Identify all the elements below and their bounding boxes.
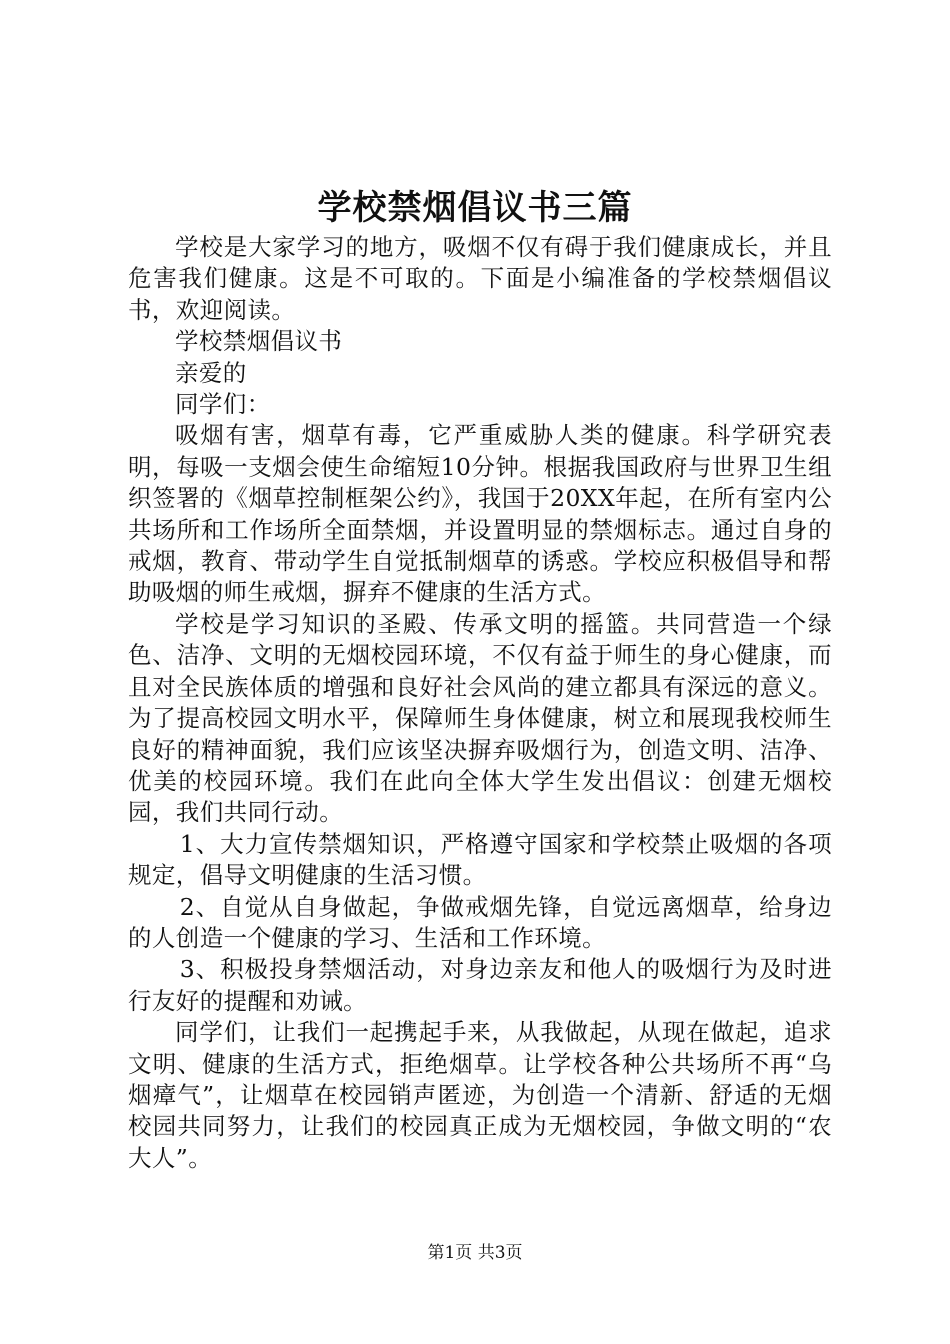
intro-paragraph: 学校是大家学习的地方，吸烟不仅有碍于我们健康成长，并且危害我们健康。这是不可取的。下面是小编准备的学校禁烟倡议书，欢迎阅读。: [128, 233, 832, 324]
letter-heading: 学校禁烟倡议书: [175, 327, 343, 356]
list-item-1: 1、大力宣传禁烟知识，严格遵守国家和学校禁止吸烟的各项规定，倡导文明健康的生活习惯。: [128, 829, 832, 890]
body-paragraph-harm: 吸烟有害，烟草有毒，它严重威胁人类的健康。科学研究表明，每吸一支烟会使生命缩短10分钟。根据我国政府与世界卫生组织签署的《烟草控制框架公约》，我国于20XX年起，在所有室内公共场所和工作场所全面禁烟，并设置明显的禁烟标志。通过自身的戒烟，教育、带动学生自觉抵制烟草的诱惑。学校应积极倡导和帮助吸烟的师生戒烟，摒弃不健康的生活方式。: [128, 421, 832, 607]
page-footer: 第1页 共3页: [427, 1243, 523, 1263]
body-paragraph-campus: 学校是学习知识的圣殿、传承文明的摇篮。共同营造一个绿色、洁净、文明的无烟校园环境，不仅有益于师生的身心健康，而且对全民族体质的增强和良好社会风尚的建立都具有深远的意义。为了提高校园文明水平，保障师生身体健康，树立和展现我校师生良好的精神面貌，我们应该坚决摒弃吸烟行为，创造文明、洁净、优美的校园环境。我们在此向全体大学生发出倡议：创建无烟校园，我们共同行动。: [128, 609, 832, 827]
closing-paragraph: 同学们，让我们一起携起手来，从我做起，从现在做起，追求文明、健康的生活方式，拒绝烟草。让学校各种公共场所不再“乌烟瘴气”，让烟草在校园销声匿迹，为创造一个清新、舒适的无烟校园共同努力，让我们的校园真正成为无烟校园，争做文明的“农大人”。: [128, 1018, 832, 1172]
salutation-line-1: 亲爱的: [175, 358, 247, 387]
document-title: 学校禁烟倡议书三篇: [317, 188, 633, 228]
list-item-3: 3、积极投身禁烟活动，对身边亲友和他人的吸烟行为及时进行友好的提醒和劝诫。: [128, 955, 832, 1015]
salutation-line-2: 同学们：: [175, 390, 271, 419]
document-body: [128, 232, 832, 1174]
list-item-2: 2、自觉从自身做起，争做戒烟先锋，自觉远离烟草，给身边的人创造一个健康的学习、生活和工作环境。: [128, 892, 832, 952]
